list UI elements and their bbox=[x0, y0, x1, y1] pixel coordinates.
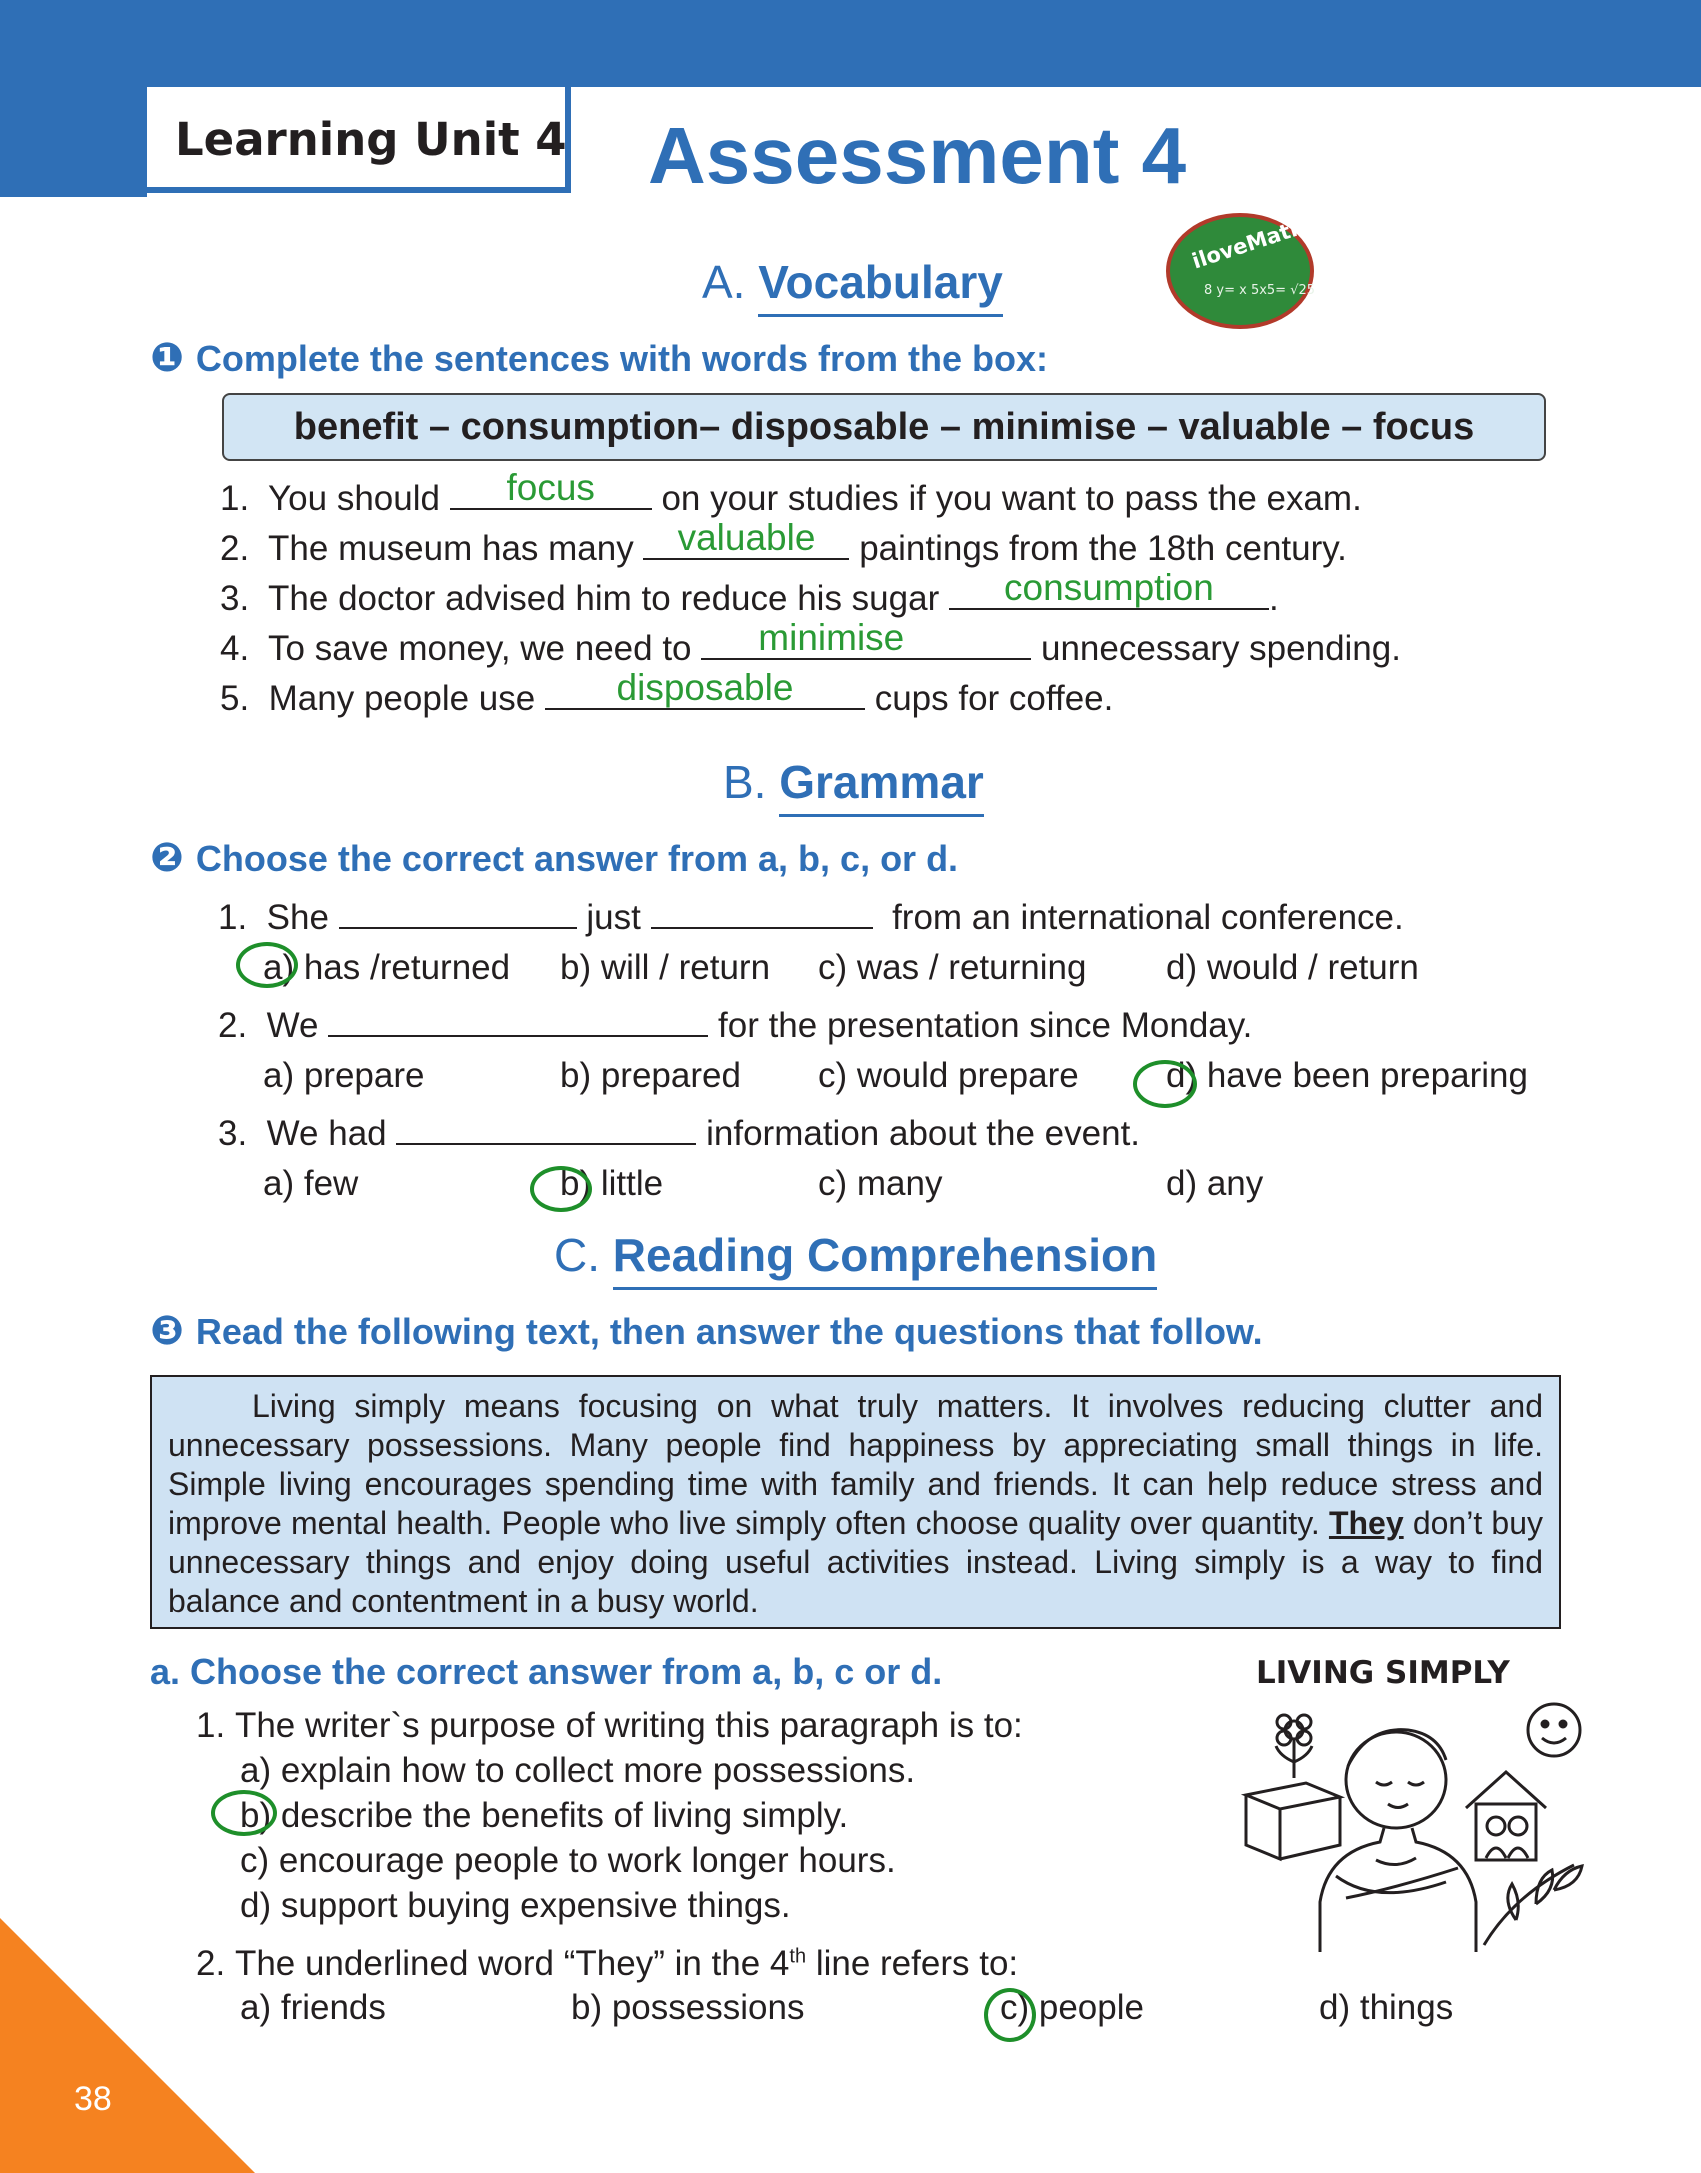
step-number-icon: ❷ bbox=[150, 835, 184, 881]
option[interactable]: b) prepared bbox=[560, 1056, 741, 1095]
section-a-title: A. Vocabulary bbox=[702, 255, 1003, 309]
answer-blank[interactable]: minimise bbox=[701, 628, 1031, 660]
answer-blank[interactable] bbox=[339, 897, 577, 929]
option[interactable]: c) many bbox=[818, 1164, 943, 1203]
person-relaxing-icon bbox=[1236, 1700, 1596, 1955]
top-bar bbox=[0, 0, 1701, 87]
option[interactable]: a) has /returned bbox=[263, 948, 511, 987]
answer-blank[interactable]: valuable bbox=[643, 528, 849, 560]
living-simply-illustration bbox=[1236, 1700, 1596, 1955]
section-c-instruction: ❸ Read the following text, then answer the questions that follow. bbox=[150, 1308, 1263, 1354]
option[interactable]: a) friends bbox=[240, 1988, 386, 2027]
word-box: benefit – consumption– disposable – minimise – valuable – focus bbox=[222, 393, 1546, 461]
option[interactable]: c) was / returning bbox=[818, 948, 1087, 987]
option[interactable]: b) possessions bbox=[571, 1988, 805, 2027]
vocab-sentence: 2. The museum has many valuable paintings from the 18th century. bbox=[220, 517, 1347, 568]
section-b-title: B. Grammar bbox=[723, 755, 984, 809]
option[interactable]: d) have been preparing bbox=[1166, 1056, 1528, 1095]
option[interactable]: c) would prepare bbox=[818, 1056, 1079, 1095]
reading-passage: Living simply means focusing on what truly matters. It involves reducing clutter and unnecessary possessions. Many people find happiness by appreciating small things in life. Simple living encourages spending time with family and friends. It can help reduce stress and improve mental health. People who live simply often choose quality over quantity. They don’t buy unnecessary things and enjoy doing useful activities instead. Living simply is a way to find balance and contentment in a busy world. bbox=[150, 1375, 1561, 1629]
ilovemath-badge bbox=[1164, 201, 1350, 330]
selected-answer-circle bbox=[984, 1988, 1036, 2042]
section-a-instruction: ❶ Complete the sentences with words from the box: bbox=[150, 335, 1048, 381]
grammar-question: 2. We for the presentation since Monday. bbox=[218, 1006, 1253, 1045]
step-number-icon: ❸ bbox=[150, 1308, 184, 1354]
vocab-sentence: 5. Many people use disposable cups for coffee. bbox=[220, 667, 1114, 718]
option[interactable]: b) little bbox=[560, 1164, 664, 1203]
vocab-sentence: 3. The doctor advised him to reduce his sugar consumption . bbox=[220, 567, 1279, 618]
grammar-question: 3. We had information about the event. bbox=[218, 1114, 1141, 1153]
option[interactable]: d) things bbox=[1319, 1988, 1454, 2027]
page-title: Assessment 4 bbox=[648, 111, 1187, 200]
badge-text: iloveMath158 bbox=[1189, 201, 1350, 274]
answer-blank[interactable]: disposable bbox=[545, 678, 865, 710]
option[interactable]: d) any bbox=[1166, 1164, 1264, 1203]
reading-question: 2. The underlined word “They” in the 4th line refers to: bbox=[196, 1944, 1019, 1983]
answer-blank[interactable] bbox=[651, 897, 873, 929]
option[interactable]: d) support buying expensive things. bbox=[240, 1886, 791, 1925]
subsection-a-instruction: a. Choose the correct answer from a, b, c or d. bbox=[150, 1651, 943, 1692]
underlined-word: They bbox=[1328, 1505, 1404, 1541]
answer-blank[interactable] bbox=[328, 1005, 708, 1037]
selected-answer-circle bbox=[530, 1166, 592, 1212]
answer-blank[interactable]: consumption bbox=[949, 578, 1269, 610]
option[interactable]: b) describe the benefits of living simply. bbox=[240, 1796, 849, 1835]
option[interactable]: c) people bbox=[1000, 1988, 1144, 2027]
answer-blank[interactable]: focus bbox=[450, 478, 652, 510]
reading-question: 1. The writer`s purpose of writing this paragraph is to: bbox=[196, 1706, 1023, 1745]
badge-doodles: 8 y= x 5x5= √25 bbox=[1204, 283, 1316, 298]
page-number: 38 bbox=[74, 2080, 112, 2118]
page-corner bbox=[0, 1918, 255, 2173]
section-b-instruction: ❷ Choose the correct answer from a, b, c, or d. bbox=[150, 835, 959, 881]
option[interactable]: a) explain how to collect more possessions. bbox=[240, 1751, 916, 1790]
section-c-title: C. Reading Comprehension bbox=[554, 1228, 1157, 1282]
badge-logo-icon bbox=[1164, 201, 1350, 330]
illustration-title: LIVING SIMPLY bbox=[1256, 1655, 1510, 1691]
option[interactable]: c) encourage people to work longer hours. bbox=[240, 1841, 896, 1880]
answer-blank[interactable] bbox=[396, 1113, 696, 1145]
option[interactable]: a) prepare bbox=[263, 1056, 425, 1095]
vocab-sentence: 4. To save money, we need to minimise unnecessary spending. bbox=[220, 617, 1401, 668]
selected-answer-circle bbox=[211, 1790, 277, 1836]
vocab-sentence: 1. You should focus on your studies if you want to pass the exam. bbox=[220, 467, 1362, 518]
option[interactable]: d) would / return bbox=[1166, 948, 1419, 987]
selected-answer-circle bbox=[236, 942, 298, 988]
option[interactable]: b) will / return bbox=[560, 948, 771, 987]
unit-label: Learning Unit 4 bbox=[175, 113, 567, 166]
selected-answer-circle bbox=[1133, 1060, 1197, 1108]
grammar-question: 1. She just from an international conference. bbox=[218, 898, 1404, 937]
left-header-band bbox=[0, 87, 147, 197]
step-number-icon: ❶ bbox=[150, 335, 184, 381]
option[interactable]: a) few bbox=[263, 1164, 359, 1203]
